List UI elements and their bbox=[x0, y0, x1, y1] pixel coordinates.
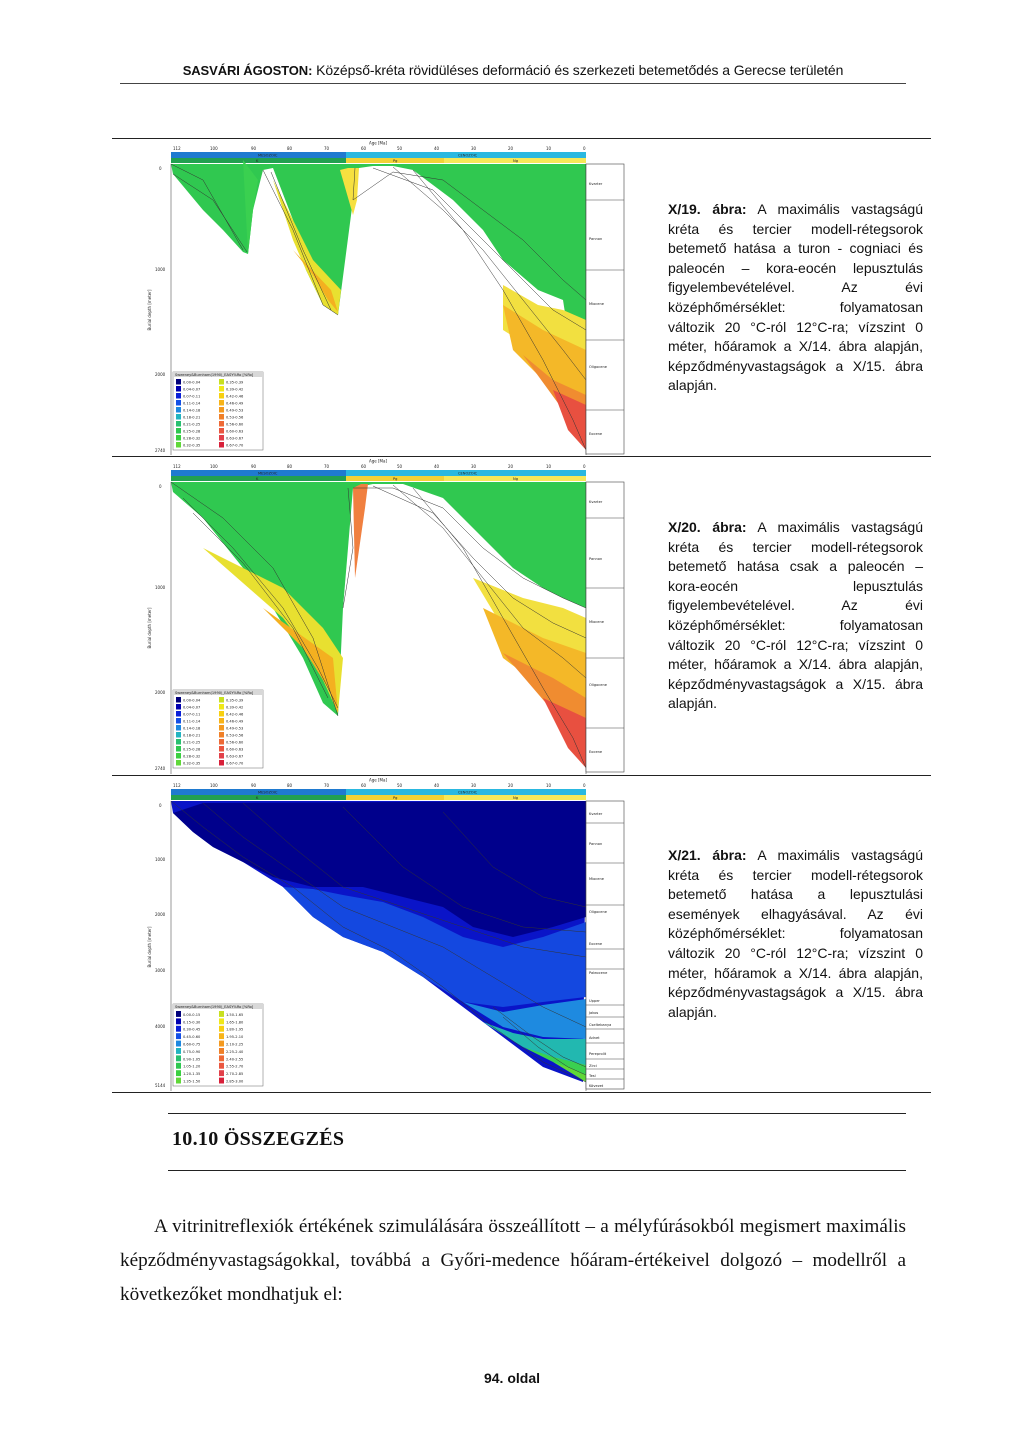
svg-text:Burial depth [meter]: Burial depth [meter] bbox=[147, 926, 152, 968]
legend-label: 0.18-0.21 bbox=[183, 733, 201, 738]
section-heading: 10.10 ÖSSZEGZÉS bbox=[172, 1128, 345, 1150]
caption-x19: X/19. ábra: A maximális vastagságú kréta és tercier modell-rétegsorok betemető hatása a turon - cogniaci és paleocén – kora-eocén lepusztulás figyelembevételével. Az évi középhőmérséklet: folyamatosan változik 20 °C-ról 12°C-ra; vízszint 0 méter, hőáramok a X/14. ábra alapján, képződményvastagságok a X/15. ábra alapján. bbox=[668, 201, 923, 394]
svg-text:Pg: Pg bbox=[393, 159, 398, 163]
legend-swatch bbox=[176, 1078, 181, 1084]
svg-text:MESOZOIC: MESOZOIC bbox=[258, 471, 278, 476]
legend-swatch bbox=[176, 704, 181, 710]
svg-text:Oligocene: Oligocene bbox=[589, 365, 607, 369]
svg-text:60: 60 bbox=[361, 146, 367, 151]
svg-text:10: 10 bbox=[546, 146, 552, 151]
legend-swatch bbox=[219, 753, 224, 759]
legend-title: Sweeney&Burnham(1990)_EASY%Ro [%Ro] bbox=[175, 1005, 254, 1009]
legend-swatch bbox=[176, 1063, 181, 1069]
svg-text:Burial depth [meter]: Burial depth [meter] bbox=[147, 289, 152, 331]
legend-label: 0.60-0.75 bbox=[183, 1042, 201, 1047]
legend-swatch bbox=[219, 1070, 224, 1076]
legend-title: Sweeney&Burnham(1990)_EASY%Ro [%Ro] bbox=[175, 373, 254, 377]
svg-text:CENOZOIC: CENOZOIC bbox=[458, 790, 478, 795]
legend-swatch bbox=[219, 746, 224, 752]
summary-paragraph: A vitrinitreflexiók értékének szimulálására összeállított – a mélyfúrásokból megismert maximális képződményvastagságokkal, továbbá a Győri-medence hőáram-értékeivel dolgozó – modellről a következőket mondhatjuk el: bbox=[120, 1216, 906, 1305]
legend-swatch bbox=[176, 393, 181, 399]
svg-text:4000: 4000 bbox=[155, 1024, 166, 1029]
table-rule-bottom bbox=[112, 1092, 931, 1093]
legend-label: 0.04-0.07 bbox=[183, 387, 201, 392]
legend-swatch bbox=[219, 379, 224, 385]
legend-swatch bbox=[219, 711, 224, 717]
svg-text:80: 80 bbox=[287, 464, 293, 469]
svg-text:70: 70 bbox=[324, 464, 330, 469]
legend-swatch bbox=[219, 1041, 224, 1047]
legend-label: 0.11-0.14 bbox=[183, 401, 201, 406]
svg-text:1000: 1000 bbox=[155, 857, 166, 862]
legend-swatch bbox=[219, 718, 224, 724]
legend-title: Sweeney&Burnham(1990)_EASY%Ro [%Ro] bbox=[175, 691, 254, 695]
svg-text:70: 70 bbox=[324, 146, 330, 151]
stratigraphy-column bbox=[586, 482, 624, 772]
legend-label: 2.40-2.55 bbox=[226, 1057, 244, 1062]
legend-swatch bbox=[176, 697, 181, 703]
svg-text:0: 0 bbox=[159, 803, 162, 808]
caption-x21: X/21. ábra: A maximális vastagságú kréta és tercier modell-rétegsorok betemető hatása a lepusztulási események elhagyásával. Az évi középhőmérséklet: folyamatosan változik 20 °C-ról 12°C-ra; vízszint 0 méter, hőáramok a X/14. ábra alapján, képződményvastagságok a X/15. ábra alapján. bbox=[668, 847, 923, 1020]
legend-label: 0.42-0.46 bbox=[226, 394, 244, 399]
table-rule-2 bbox=[112, 775, 931, 776]
svg-text:70: 70 bbox=[324, 783, 330, 788]
legend-swatch bbox=[219, 421, 224, 427]
legend-label: 0.11-0.14 bbox=[183, 719, 201, 724]
legend-label: 0.21-0.25 bbox=[183, 740, 201, 745]
legend-label: 0.39-0.42 bbox=[226, 705, 244, 710]
svg-text:50: 50 bbox=[397, 464, 403, 469]
svg-text:Age [Ma]: Age [Ma] bbox=[368, 458, 388, 464]
svg-text:90: 90 bbox=[251, 783, 257, 788]
svg-text:10: 10 bbox=[546, 783, 552, 788]
svg-text:K: K bbox=[256, 159, 259, 163]
svg-text:Pereprolit: Pereprolit bbox=[589, 1052, 607, 1056]
legend-label: 0.00-0.04 bbox=[183, 380, 201, 385]
svg-text:Kvarter: Kvarter bbox=[589, 812, 603, 816]
legend-label: 0.28-0.32 bbox=[183, 754, 201, 759]
legend-swatch bbox=[219, 1018, 224, 1024]
table-rule-1 bbox=[112, 456, 931, 457]
legend-swatch bbox=[219, 1055, 224, 1061]
svg-text:Pannon: Pannon bbox=[589, 557, 603, 561]
svg-text:100: 100 bbox=[210, 146, 218, 151]
legend-label: 2.25-2.40 bbox=[226, 1049, 244, 1054]
legend-label: 0.35-0.39 bbox=[226, 698, 244, 703]
legend bbox=[173, 1004, 263, 1086]
legend-swatch bbox=[219, 760, 224, 766]
legend-swatch bbox=[176, 1055, 181, 1061]
svg-text:30: 30 bbox=[471, 146, 477, 151]
table-rule-top bbox=[112, 138, 931, 139]
legend-label: 0.39-0.42 bbox=[226, 387, 244, 392]
legend-label: 0.46-0.49 bbox=[226, 401, 244, 406]
legend-label: 0.49-0.53 bbox=[226, 408, 244, 413]
legend-swatch bbox=[176, 421, 181, 427]
legend-swatch bbox=[176, 386, 181, 392]
legend-swatch bbox=[219, 428, 224, 434]
svg-text:0: 0 bbox=[159, 484, 162, 489]
legend-swatch bbox=[219, 1078, 224, 1084]
legend-label: 2.85-3.00 bbox=[226, 1079, 244, 1084]
svg-text:100: 100 bbox=[210, 783, 218, 788]
legend-swatch bbox=[176, 414, 181, 420]
svg-text:Pg: Pg bbox=[393, 796, 398, 800]
legend-label: 0.04-0.07 bbox=[183, 705, 201, 710]
legend-swatch bbox=[219, 1048, 224, 1054]
legend-swatch bbox=[176, 1048, 181, 1054]
legend-label: 2.10-2.25 bbox=[226, 1042, 244, 1047]
svg-text:0: 0 bbox=[583, 146, 586, 151]
legend-label: 0.53-0.56 bbox=[226, 733, 244, 738]
header-author: SASVÁRI ÁGOSTON: bbox=[182, 63, 313, 78]
legend bbox=[173, 372, 263, 450]
legend-label: 1.35-1.50 bbox=[183, 1079, 201, 1084]
legend-label: 0.30-0.45 bbox=[183, 1027, 201, 1032]
svg-text:60: 60 bbox=[361, 464, 367, 469]
page-number: 94. oldal bbox=[483, 1370, 541, 1386]
svg-text:1000: 1000 bbox=[155, 267, 166, 272]
legend-label: 0.53-0.56 bbox=[226, 415, 244, 420]
period-k-bar bbox=[171, 158, 346, 163]
legend-swatch bbox=[219, 386, 224, 392]
svg-text:Tesl: Tesl bbox=[589, 1074, 596, 1078]
svg-text:30: 30 bbox=[471, 783, 477, 788]
svg-text:Jakos: Jakos bbox=[589, 1011, 599, 1015]
svg-text:Eocene: Eocene bbox=[589, 942, 603, 946]
legend-label: 0.25-0.28 bbox=[183, 747, 201, 752]
svg-text:Zirci: Zirci bbox=[589, 1064, 597, 1068]
legend-swatch bbox=[176, 760, 181, 766]
legend-swatch bbox=[219, 393, 224, 399]
legend-swatch bbox=[219, 400, 224, 406]
legend-label: 0.63-0.67 bbox=[226, 754, 244, 759]
svg-text:Paleocene: Paleocene bbox=[589, 971, 608, 975]
legend-swatch bbox=[176, 1033, 181, 1039]
legend-swatch bbox=[219, 732, 224, 738]
legend-label: 0.00-0.04 bbox=[183, 698, 201, 703]
legend-label: 0.35-0.39 bbox=[226, 380, 244, 385]
svg-text:K: K bbox=[256, 477, 259, 481]
svg-text:CENOZOIC: CENOZOIC bbox=[458, 153, 478, 158]
legend-swatch bbox=[176, 407, 181, 413]
svg-text:CENOZOIC: CENOZOIC bbox=[458, 471, 478, 476]
legend-label: 0.63-0.67 bbox=[226, 436, 244, 441]
legend-swatch bbox=[219, 1063, 224, 1069]
svg-text:Eocene: Eocene bbox=[589, 750, 603, 754]
legend-swatch bbox=[176, 746, 181, 752]
legend-swatch bbox=[219, 725, 224, 731]
legend-label: 0.67-0.70 bbox=[226, 443, 244, 448]
legend-swatch bbox=[176, 753, 181, 759]
svg-text:K: K bbox=[256, 796, 259, 800]
stratigraphy-column bbox=[586, 164, 624, 454]
legend-label: 0.14-0.18 bbox=[183, 408, 201, 413]
svg-text:0: 0 bbox=[583, 464, 586, 469]
svg-text:Eocene: Eocene bbox=[589, 432, 603, 436]
legend-label: 1.20-1.35 bbox=[183, 1072, 201, 1077]
figure-x21 bbox=[143, 777, 625, 1091]
legend-swatch bbox=[219, 1026, 224, 1032]
legend-label: 0.45-0.60 bbox=[183, 1035, 201, 1040]
legend-swatch bbox=[176, 400, 181, 406]
svg-text:20: 20 bbox=[508, 783, 514, 788]
svg-text:Cseltebanya: Cseltebanya bbox=[589, 1023, 612, 1027]
legend-label: 0.56-0.60 bbox=[226, 422, 244, 427]
legend-swatch bbox=[176, 725, 181, 731]
svg-text:0: 0 bbox=[159, 166, 162, 171]
legend-label: 0.90-1.05 bbox=[183, 1057, 201, 1062]
legend-swatch bbox=[219, 739, 224, 745]
legend-swatch bbox=[176, 428, 181, 434]
svg-text:MESOZOIC: MESOZOIC bbox=[258, 790, 278, 795]
legend-label: 0.42-0.46 bbox=[226, 712, 244, 717]
legend-label: 1.80-1.95 bbox=[226, 1027, 244, 1032]
svg-text:2740: 2740 bbox=[155, 448, 166, 453]
svg-text:20: 20 bbox=[508, 146, 514, 151]
svg-text:2740: 2740 bbox=[155, 766, 166, 771]
svg-text:Oligocene: Oligocene bbox=[589, 910, 607, 914]
svg-text:Ng: Ng bbox=[513, 796, 518, 800]
svg-text:90: 90 bbox=[251, 464, 257, 469]
svg-text:20: 20 bbox=[508, 464, 514, 469]
legend-label: 0.46-0.49 bbox=[226, 719, 244, 724]
svg-text:Kövezet: Kövezet bbox=[589, 1084, 604, 1088]
legend-swatch bbox=[219, 1011, 224, 1017]
header-rule bbox=[120, 83, 906, 84]
legend-label: 0.18-0.21 bbox=[183, 415, 201, 420]
legend-label: 0.56-0.60 bbox=[226, 740, 244, 745]
svg-text:1000: 1000 bbox=[155, 585, 166, 590]
svg-text:Pg: Pg bbox=[393, 477, 398, 481]
legend-swatch bbox=[219, 414, 224, 420]
svg-text:50: 50 bbox=[397, 783, 403, 788]
svg-text:0: 0 bbox=[583, 783, 586, 788]
running-header bbox=[120, 62, 906, 78]
svg-text:2000: 2000 bbox=[155, 372, 166, 377]
legend-swatch bbox=[176, 435, 181, 441]
svg-text:3000: 3000 bbox=[155, 968, 166, 973]
legend-swatch bbox=[219, 442, 224, 448]
legend-label: 0.60-0.63 bbox=[226, 747, 244, 752]
svg-text:Pannon: Pannon bbox=[589, 842, 603, 846]
legend-label: 1.65-1.80 bbox=[226, 1020, 244, 1025]
legend-label: 1.95-2.10 bbox=[226, 1035, 244, 1040]
legend-swatch bbox=[176, 1070, 181, 1076]
legend-label: 0.14-0.18 bbox=[183, 726, 201, 731]
legend-label: 0.15-0.30 bbox=[183, 1020, 201, 1025]
legend-label: 0.60-0.63 bbox=[226, 429, 244, 434]
legend-label: 0.28-0.32 bbox=[183, 436, 201, 441]
svg-text:Miocene: Miocene bbox=[589, 877, 604, 881]
section-rule-top bbox=[168, 1113, 906, 1114]
svg-text:30: 30 bbox=[471, 464, 477, 469]
legend-label: 0.75-0.90 bbox=[183, 1049, 201, 1054]
legend bbox=[173, 690, 263, 768]
legend-swatch bbox=[219, 704, 224, 710]
legend-swatch bbox=[176, 711, 181, 717]
figure-x20 bbox=[143, 458, 625, 774]
svg-text:Kvarter: Kvarter bbox=[589, 182, 603, 186]
legend-swatch bbox=[219, 697, 224, 703]
svg-text:Miocene: Miocene bbox=[589, 302, 604, 306]
legend-swatch bbox=[219, 407, 224, 413]
caption-x20: X/20. ábra: A maximális vastagságú kréta és tercier modell-rétegsorok betemető hatása csak a paleocén – kora-eocén lepusztulás figyelembevételével. Az évi középhőmérséklet: folyamatosan változik 20 °C-ról 12°C-ra; vízszint 0 méter, hőáramok a X/14. ábra alapján, képződményvastagságok a X/15. ábra alapján. bbox=[668, 519, 923, 712]
svg-text:2000: 2000 bbox=[155, 912, 166, 917]
svg-text:Burial depth [meter]: Burial depth [meter] bbox=[147, 607, 152, 649]
legend-label: 0.25-0.28 bbox=[183, 429, 201, 434]
svg-text:Adnet: Adnet bbox=[589, 1036, 600, 1040]
legend-swatch bbox=[176, 379, 181, 385]
legend-swatch bbox=[219, 1033, 224, 1039]
svg-text:112: 112 bbox=[173, 146, 181, 151]
svg-text:80: 80 bbox=[287, 783, 293, 788]
svg-text:100: 100 bbox=[210, 464, 218, 469]
svg-text:5144: 5144 bbox=[155, 1083, 166, 1088]
legend-label: 1.50-1.65 bbox=[226, 1012, 244, 1017]
legend-label: 2.55-2.70 bbox=[226, 1064, 244, 1069]
legend-label: 0.07-0.11 bbox=[183, 394, 201, 399]
legend-swatch bbox=[176, 732, 181, 738]
header-title: Középső-kréta rövidüléses deformáció és szerkezeti betemetődés a Gerecse területén bbox=[316, 62, 844, 78]
svg-text:112: 112 bbox=[173, 464, 181, 469]
svg-text:40: 40 bbox=[434, 783, 440, 788]
age-axis-title: Age [Ma] bbox=[368, 140, 388, 146]
legend-label: 0.67-0.70 bbox=[226, 761, 244, 766]
legend-swatch bbox=[176, 1018, 181, 1024]
svg-text:80: 80 bbox=[287, 146, 293, 151]
legend-label: 0.00-0.15 bbox=[183, 1012, 201, 1017]
svg-text:40: 40 bbox=[434, 146, 440, 151]
svg-text:2000: 2000 bbox=[155, 690, 166, 695]
svg-text:Oligocene: Oligocene bbox=[589, 683, 607, 687]
svg-text:Ng: Ng bbox=[513, 477, 518, 481]
legend-swatch bbox=[219, 435, 224, 441]
svg-text:Kvarter: Kvarter bbox=[589, 500, 603, 504]
legend-label: 0.21-0.25 bbox=[183, 422, 201, 427]
legend-swatch bbox=[176, 1041, 181, 1047]
legend-label: 0.32-0.35 bbox=[183, 761, 201, 766]
legend-swatch bbox=[176, 718, 181, 724]
svg-text:112: 112 bbox=[173, 783, 181, 788]
svg-text:Miocene: Miocene bbox=[589, 620, 604, 624]
legend-swatch bbox=[176, 442, 181, 448]
svg-text:Age [Ma]: Age [Ma] bbox=[368, 777, 388, 783]
svg-text:Pannon: Pannon bbox=[589, 237, 603, 241]
stratigraphy-column bbox=[586, 801, 624, 1089]
svg-text:10: 10 bbox=[546, 464, 552, 469]
figure-x19 bbox=[143, 140, 625, 455]
legend-swatch bbox=[176, 739, 181, 745]
svg-text:MESOZOIC: MESOZOIC bbox=[258, 153, 278, 158]
legend-swatch bbox=[176, 1026, 181, 1032]
legend-swatch bbox=[176, 1011, 181, 1017]
legend-label: 2.70-2.85 bbox=[226, 1072, 244, 1077]
svg-text:60: 60 bbox=[361, 783, 367, 788]
legend-label: 0.49-0.53 bbox=[226, 726, 244, 731]
svg-text:Upper: Upper bbox=[589, 999, 600, 1003]
svg-text:90: 90 bbox=[251, 146, 257, 151]
legend-label: 1.05-1.20 bbox=[183, 1064, 201, 1069]
section-rule-bottom bbox=[168, 1170, 906, 1171]
svg-text:50: 50 bbox=[397, 146, 403, 151]
svg-text:Ng: Ng bbox=[513, 159, 518, 163]
svg-text:40: 40 bbox=[434, 464, 440, 469]
legend-label: 0.32-0.35 bbox=[183, 443, 201, 448]
legend-label: 0.07-0.11 bbox=[183, 712, 201, 717]
